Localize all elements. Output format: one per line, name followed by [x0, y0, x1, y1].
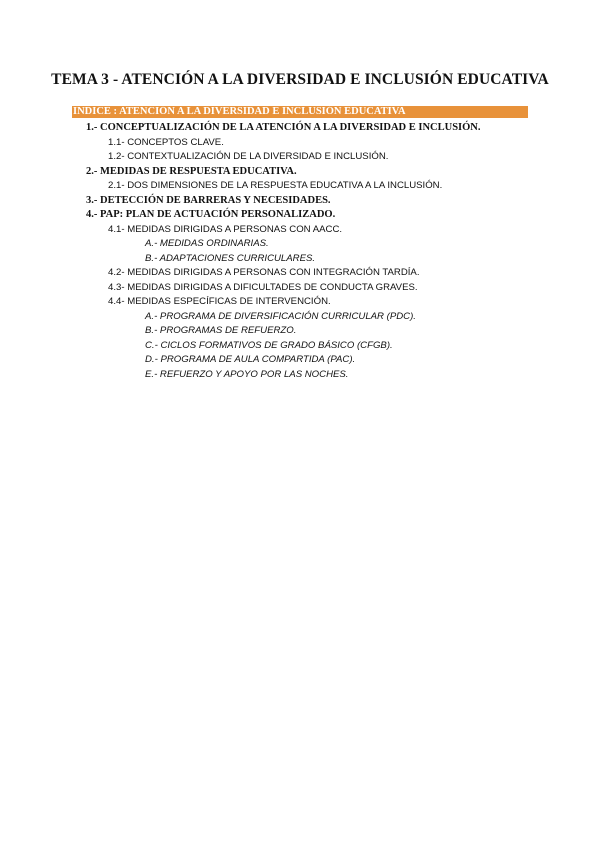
- table-of-contents: [0, 121, 600, 382]
- index-banner: INDICE : ATENCIÓN A LA DIVERSIDAD E INCLUSIÓN EDUCATIVA: [72, 106, 528, 118]
- toc-item: 4.3- MEDIDAS DIRIGIDAS A DIFICULTADES DE CONDUCTA GRAVES.: [108, 281, 418, 293]
- toc-item: 1.- CONCEPTUALIZACIÓN DE LA ATENCIÓN A LA DIVERSIDAD E INCLUSIÓN.: [86, 122, 481, 133]
- toc-item: 4.4- MEDIDAS ESPECÍFICAS DE INTERVENCIÓN.: [108, 296, 331, 307]
- toc-item: E.- REFUERZO Y APOYO POR LAS NOCHES.: [145, 368, 349, 380]
- toc-item: A.- MEDIDAS ORDINARIAS.: [145, 238, 269, 249]
- toc-item: 4.2- MEDIDAS DIRIGIDAS A PERSONAS CON INTEGRACIÓN TARDÍA.: [108, 267, 420, 278]
- toc-item: 1.2- CONTEXTUALIZACIÓN DE LA DIVERSIDAD E INCLUSIÓN.: [108, 151, 389, 162]
- toc-item: 2.1- DOS DIMENSIONES DE LA RESPUESTA EDUCATIVA A LA INCLUSIÓN.: [108, 180, 443, 191]
- toc-item: D.- PROGRAMA DE AULA COMPARTIDA (PAC).: [145, 354, 356, 365]
- page-title: TEMA 3 - ATENCIÓN A LA DIVERSIDAD E INCLUSIÓN EDUCATIVA: [51, 71, 549, 88]
- toc-item: 1.1- CONCEPTOS CLAVE.: [108, 136, 224, 148]
- toc-item: A.- PROGRAMA DE DIVERSIFICACIÓN CURRICULAR (PDC).: [145, 310, 416, 322]
- toc-item: 3.- DETECCIÓN DE BARRERAS Y NECESIDADES.: [86, 194, 331, 206]
- toc-item: C.- CICLOS FORMATIVOS DE GRADO BÁSICO (CFGB).: [145, 339, 393, 351]
- toc-item: 2.- MEDIDAS DE RESPUESTA EDUCATIVA.: [86, 165, 297, 177]
- toc-item: 4.1- MEDIDAS DIRIGIDAS A PERSONAS CON AACC.: [108, 223, 343, 235]
- toc-item: 4.- PAP: PLAN DE ACTUACIÓN PERSONALIZADO.: [86, 209, 336, 220]
- toc-item: B.- PROGRAMAS DE REFUERZO.: [145, 325, 297, 336]
- toc-item: B.- ADAPTACIONES CURRICULARES.: [145, 252, 316, 264]
